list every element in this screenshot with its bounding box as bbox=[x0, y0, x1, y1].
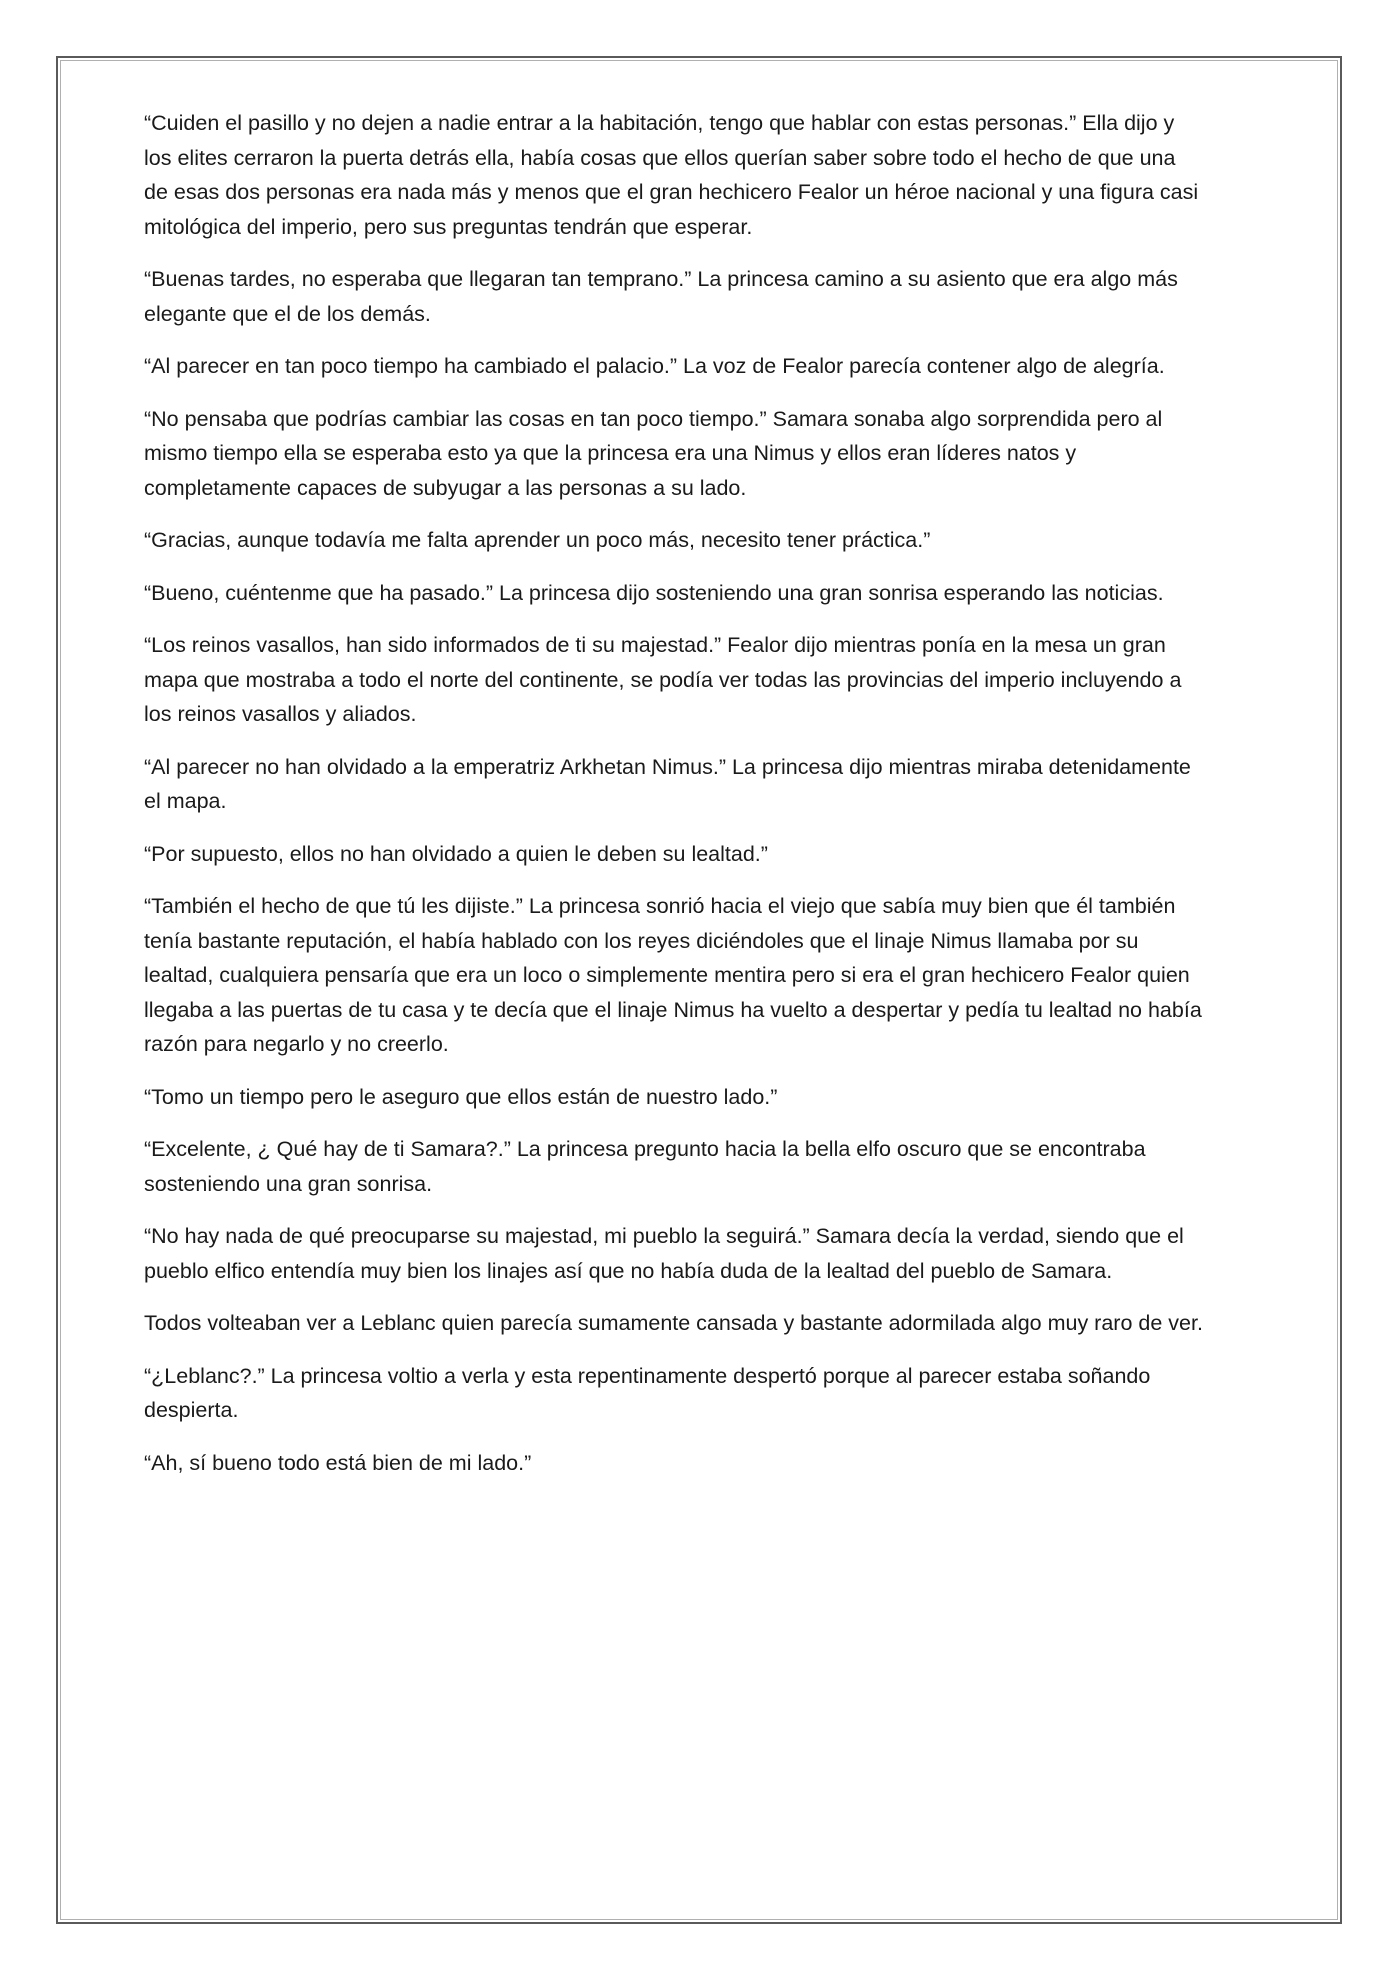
paragraph: “Al parecer en tan poco tiempo ha cambiado el palacio.” La voz de Fealor parecía contener algo de alegría. bbox=[144, 354, 1165, 378]
paragraph: “Gracias, aunque todavía me falta aprender un poco más, necesito tener práctica.” bbox=[144, 528, 931, 552]
paragraph: “También el hecho de que tú les dijiste.” La princesa sonrió hacia el viejo que sabía muy bien que él también tenía bastante reputación, el había hablado con los reyes diciéndoles que el linaje Nimus llamaba por su lealtad, cualquiera pensaría que era un loco o simplemente mentira pero si era el gran hechicero Fealor quien llegaba a las puertas de tu casa y te decía que el linaje Nimus ha vuelto a despertar y pedía tu lealtad no había razón para negarlo y no creerlo. bbox=[144, 894, 1202, 1056]
paragraph: Todos volteaban ver a Leblanc quien parecía sumamente cansada y bastante adormilada algo muy raro de ver. bbox=[144, 1311, 1203, 1335]
paragraph: “No hay nada de qué preocuparse su majestad, mi pueblo la seguirá.” Samara decía la verdad, siendo que el pueblo elfico entendía muy bien los linajes así que no había duda de la lealtad del pueblo de Samara. bbox=[144, 1224, 1184, 1283]
paragraph: “Cuiden el pasillo y no dejen a nadie entrar a la habitación, tengo que hablar con estas personas.” Ella dijo y los elites cerraron la puerta detrás ella, había cosas que ellos querían saber sobre todo el hecho de que una de esas dos personas era nada más y menos que el gran hechicero Fealor un héroe nacional y una figura casi mitológica del imperio, pero sus preguntas tendrán que esperar. bbox=[144, 111, 1199, 239]
paragraph: “Al parecer no han olvidado a la emperatriz Arkhetan Nimus.” La princesa dijo mientras miraba detenidamente el mapa. bbox=[144, 754, 1191, 813]
paragraph: “Los reinos vasallos, han sido informados de ti su majestad.” Fealor dijo mientras ponía en la mesa un gran mapa que mostraba a todo el norte del continente, se podía ver todas las provincias del imperio incluyendo a los reinos vasallos y aliados. bbox=[144, 633, 1182, 726]
paragraph: “Tomo un tiempo pero le aseguro que ellos están de nuestro lado.” bbox=[144, 1084, 778, 1109]
paragraph: “Bueno, cuéntenme que ha pasado.” La princesa dijo sosteniendo una gran sonrisa esperando las noticias. bbox=[144, 580, 1164, 605]
paragraph: “Buenas tardes, no esperaba que llegaran tan temprano.” La princesa camino a su asiento que era algo más elegante que el de los demás. bbox=[144, 267, 1178, 326]
paragraph: “Por supuesto, ellos no han olvidado a quien le deben su lealtad.” bbox=[144, 841, 768, 866]
paragraph: “¿Leblanc?.” La princesa voltio a verla y esta repentinamente despertó porque al parecer estaba soñando despierta. bbox=[144, 1363, 1151, 1422]
paragraph: “Excelente, ¿ Qué hay de ti Samara?.” La princesa pregunto hacia la bella elfo oscuro que se encontraba sosteniendo una gran sonrisa. bbox=[144, 1137, 1146, 1196]
paragraph: “Ah, sí bueno todo está bien de mi lado.” bbox=[144, 1450, 532, 1475]
paragraph: “No pensaba que podrías cambiar las cosas en tan poco tiempo.” Samara sonaba algo sorprendida pero al mismo tiempo ella se esperaba esto ya que la princesa era una Nimus y ellos eran líderes natos y completamente capaces de subyugar a las personas a su lado. bbox=[144, 406, 1163, 500]
document-body bbox=[144, 106, 1204, 1498]
